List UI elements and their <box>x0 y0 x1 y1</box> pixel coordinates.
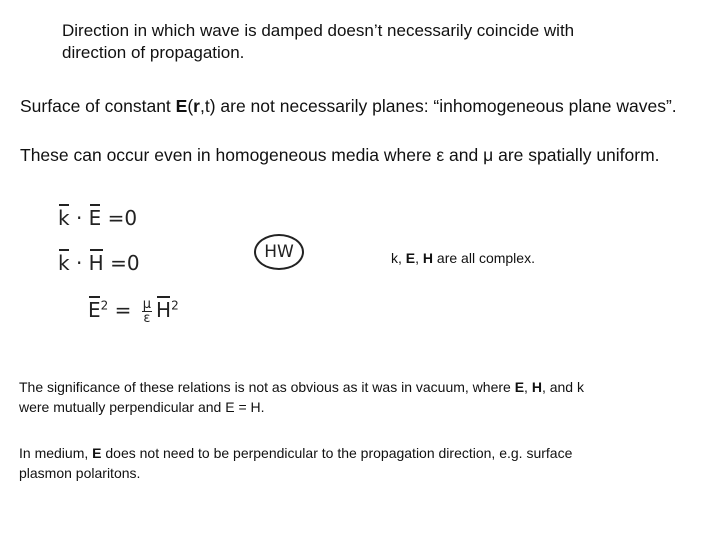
complex-E: E <box>405 250 416 266</box>
para5-E: E <box>92 445 102 461</box>
para4-line2: were mutually perpendicular and E = H. <box>19 399 265 415</box>
para3-c: are spatially uniform. <box>493 145 660 165</box>
eq2-k: k <box>58 251 70 275</box>
para4-line1-b: , <box>524 379 532 395</box>
complex-c: are all complex. <box>433 250 535 266</box>
para2-c: ,t) are not necessarily planes: “inhomogeneous plane waves”. <box>199 96 677 116</box>
para4-H: H <box>531 379 542 395</box>
eq3-mu: μ <box>142 297 152 312</box>
para2-r: r <box>193 96 200 116</box>
para3-b: and <box>444 145 484 165</box>
para2-b: ( <box>187 96 194 116</box>
significance-text <box>19 377 699 417</box>
eq2-dot: · <box>69 251 89 275</box>
eq3-sup2: 2 <box>171 298 179 313</box>
homogeneous-media-text <box>20 145 660 166</box>
eq3-sup1: 2 <box>100 298 109 313</box>
para1-line2: direction of propagation. <box>62 43 245 62</box>
para3-a: These can occur even in homogeneous media where <box>20 145 437 165</box>
para3-eps: ε <box>436 145 445 165</box>
eq3-E: E <box>88 298 101 322</box>
para3-mu: μ <box>483 145 494 165</box>
complex-b: , <box>415 250 423 266</box>
para2-a: Surface of constant <box>20 96 176 116</box>
complex-H: H <box>422 250 434 266</box>
equation-k-dot-e <box>58 206 137 230</box>
eq2-H: H <box>88 251 104 275</box>
eq1-k: k <box>58 206 70 230</box>
eq3-eq: = <box>108 298 138 322</box>
eq1-dot: · <box>69 206 89 230</box>
complex-a: k, <box>391 250 406 266</box>
para5-line2: plasmon polaritons. <box>19 465 141 481</box>
mu-over-eps-fraction <box>142 298 152 325</box>
para5-b: does not need to be perpendicular to the propagation direction, e.g. surface <box>101 445 573 461</box>
hw-label: HW <box>264 242 294 262</box>
damping-direction-text <box>62 20 574 64</box>
constant-surface-text <box>20 96 677 117</box>
para4-line1-a: The significance of these relations is not as obvious as it was in vacuum, where <box>19 379 515 395</box>
para1-line1: Direction in which wave is damped doesn’t necessarily coincide with <box>62 21 575 40</box>
equation-e-squared <box>88 298 179 325</box>
hw-badge <box>254 234 304 270</box>
eq2-rhs: =0 <box>103 251 140 275</box>
eq3-H: H <box>156 298 172 322</box>
complex-quantities-text <box>391 250 535 266</box>
eq1-E: E <box>88 206 102 230</box>
para2-E: E <box>175 96 188 116</box>
eq3-eps: ε <box>143 311 151 326</box>
para5-a: In medium, <box>19 445 93 461</box>
para4-E: E <box>514 379 525 395</box>
eq1-rhs: =0 <box>101 206 138 230</box>
medium-text <box>19 443 699 483</box>
equation-k-dot-h <box>58 251 140 275</box>
para4-line1-c: , and k <box>541 379 584 395</box>
